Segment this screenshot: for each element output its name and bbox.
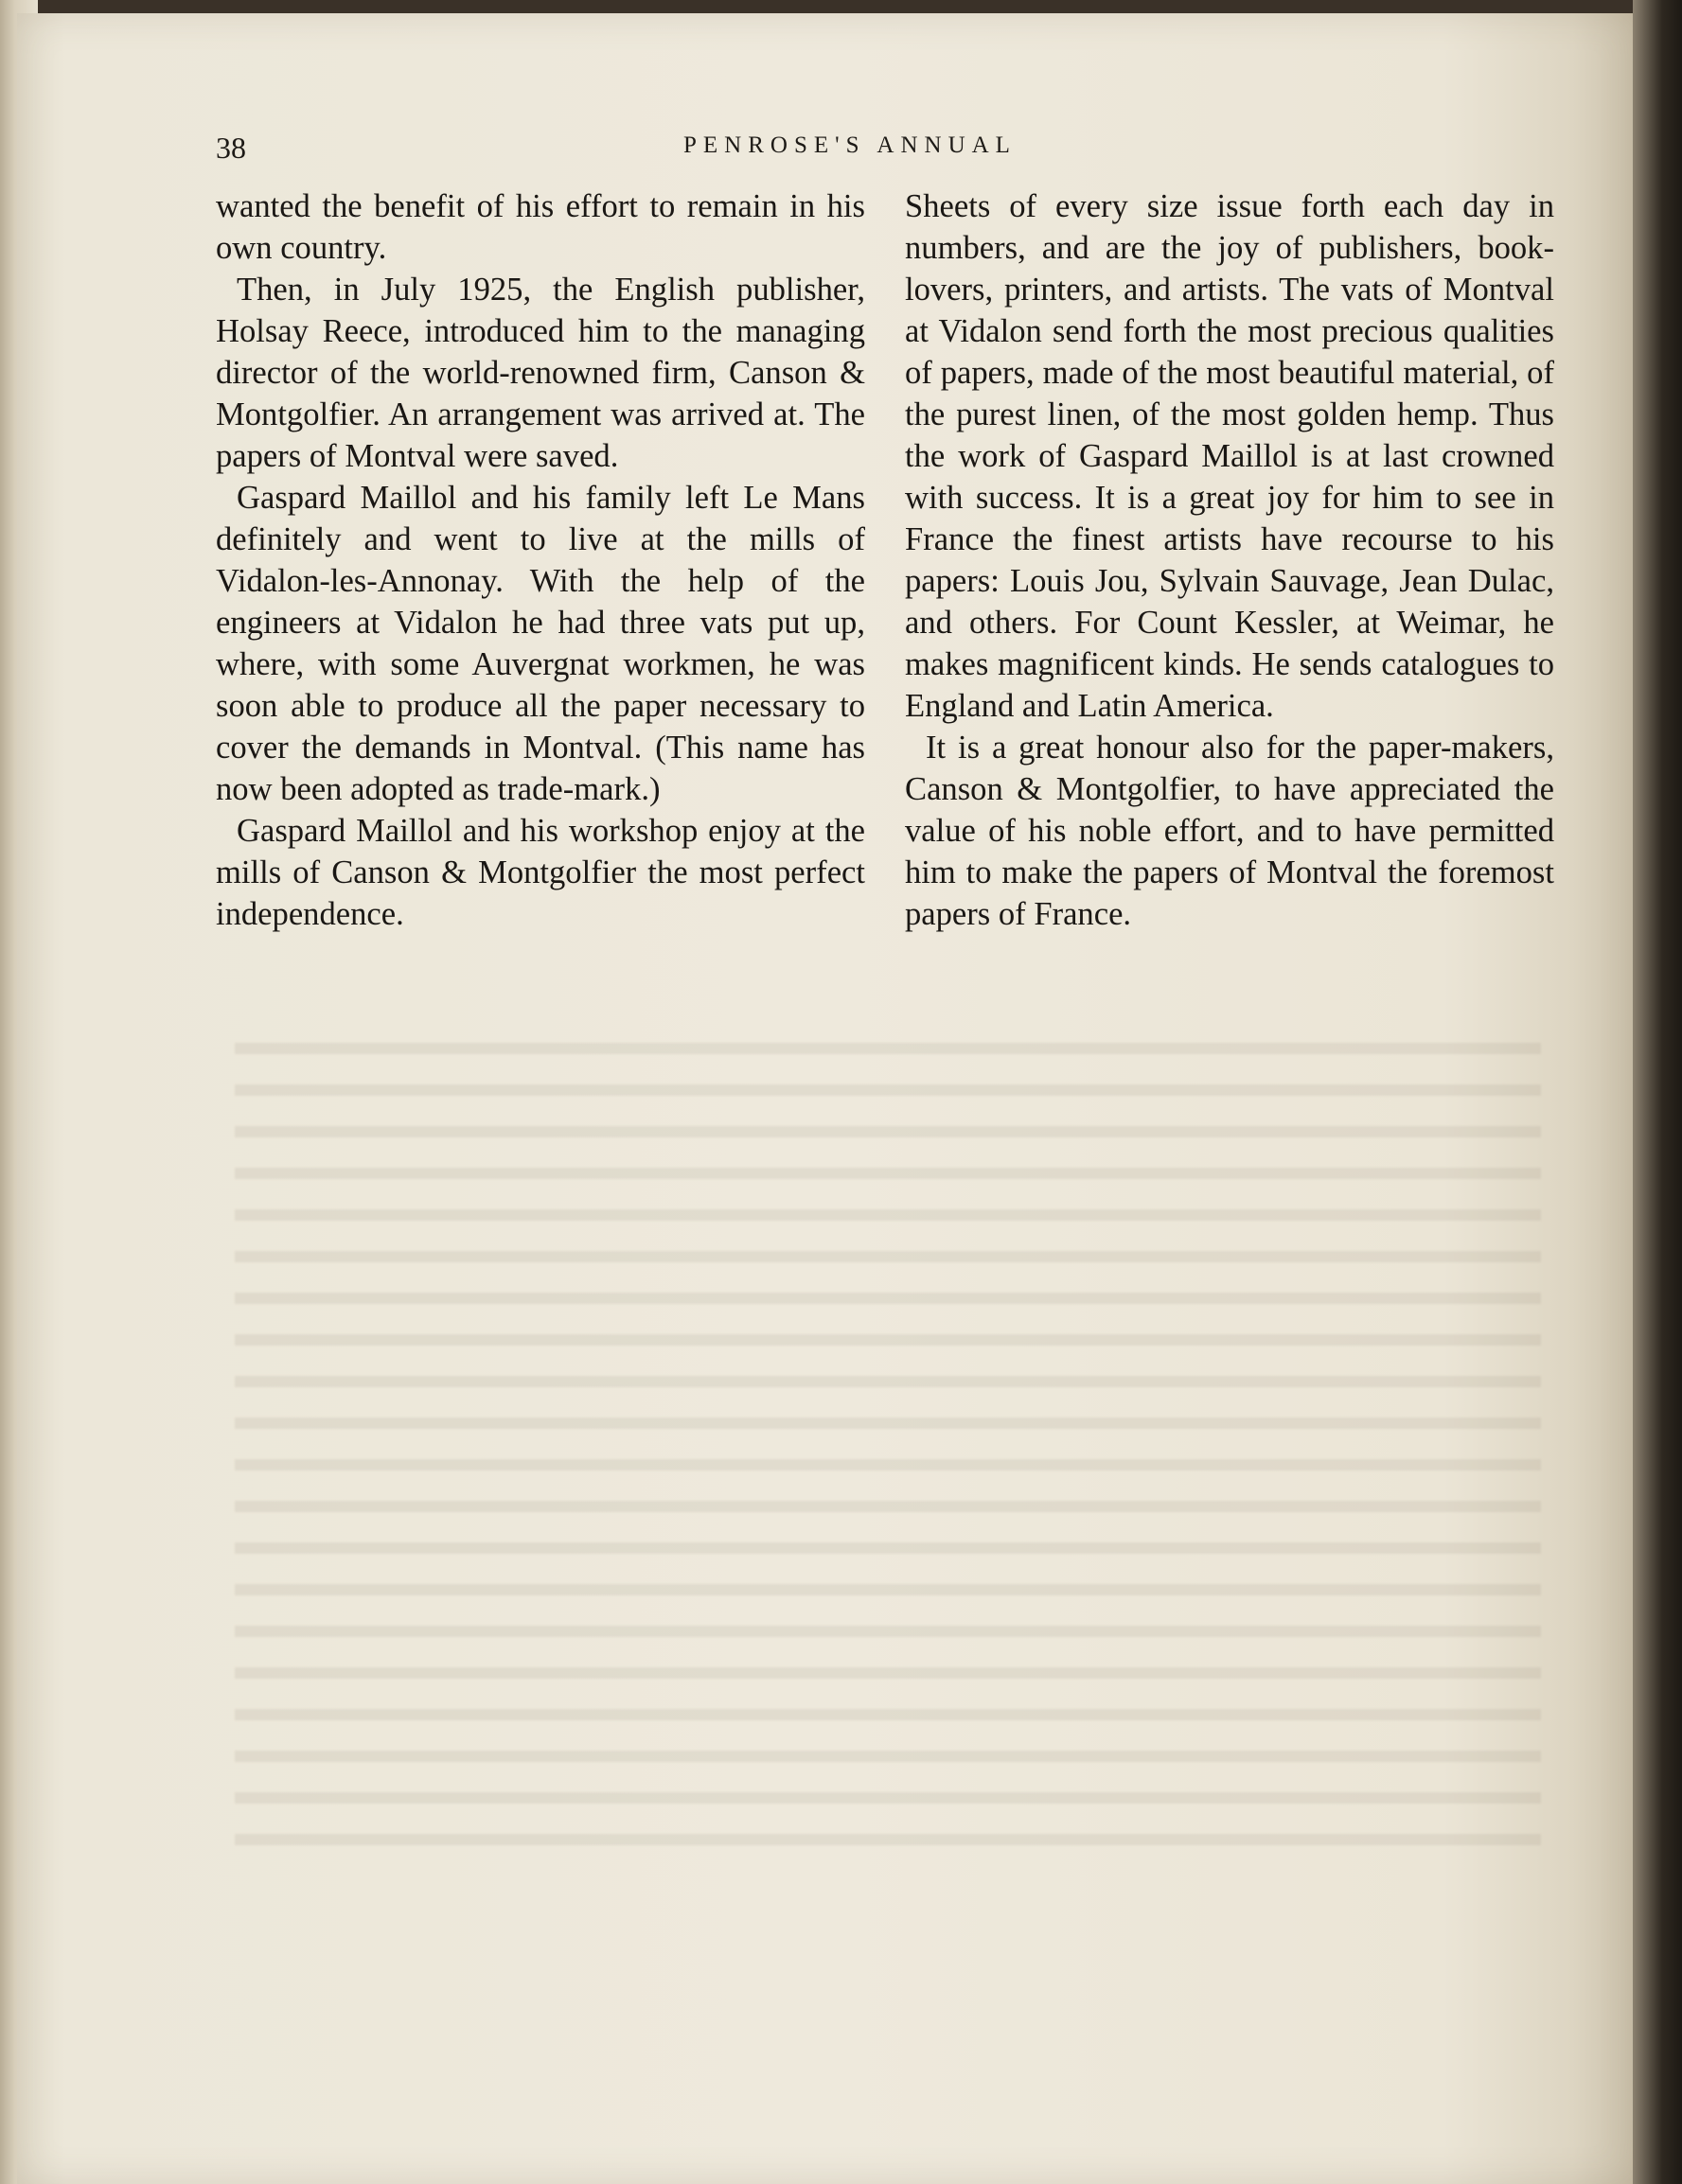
page-header: [0, 131, 1682, 168]
right-column: [905, 185, 1554, 935]
show-through-text: [235, 1016, 1541, 1868]
page-number: 38: [216, 131, 246, 165]
paragraph: Gaspard Maillol and his family left Le Mans definitely and went to live at the mills of Vidalon-les-Annonay. With the help of the engineers at Vidalon he had three vats put up, where, with some Auvergnat workmen, he was soon able to produce all the paper necessary to cover the demands in Montval. (This name has now been adopted as trade-mark.): [216, 480, 865, 807]
left-column: [216, 185, 865, 935]
paragraph: wanted the benefit of his effort to remain in his own country.: [216, 188, 865, 266]
paragraph: Sheets of every size issue forth each day in numbers, and are the joy of publishers, book-lovers, printers, and artists. The vats of Montval at Vidalon send forth the most precious qualities of papers, made of the most beautiful material, of the purest linen, of the most golden hemp. Thus the work of Gaspard Maillol is at last crowned with success. It is a great joy for him to see in France the finest artists have recourse to his papers: Louis Jou, Sylvain Sauvage, Jean Dulac, and others. For Count Kessler, at Weimar, he makes magnificent kinds. He sends catalogues to England and Latin America.: [905, 188, 1554, 724]
running-head: PENROSE'S ANNUAL: [683, 132, 1017, 158]
paragraph: Then, in July 1925, the English publisher, Holsay Reece, introduced him to the managing director of the world-renowned firm, Canson & Montgolfier. An arrangement was arrived at. The papers of Montval were saved.: [216, 272, 865, 474]
paragraph: It is a great honour also for the paper-makers, Canson & Montgolfier, to have appreciated the value of his noble effort, and to have permitted him to make the papers of Montval the foremost papers of France.: [905, 730, 1554, 932]
page-edge: [1633, 0, 1682, 2184]
paragraph: Gaspard Maillol and his workshop enjoy at the mills of Canson & Montgolfier the most perfect independence.: [216, 813, 865, 932]
